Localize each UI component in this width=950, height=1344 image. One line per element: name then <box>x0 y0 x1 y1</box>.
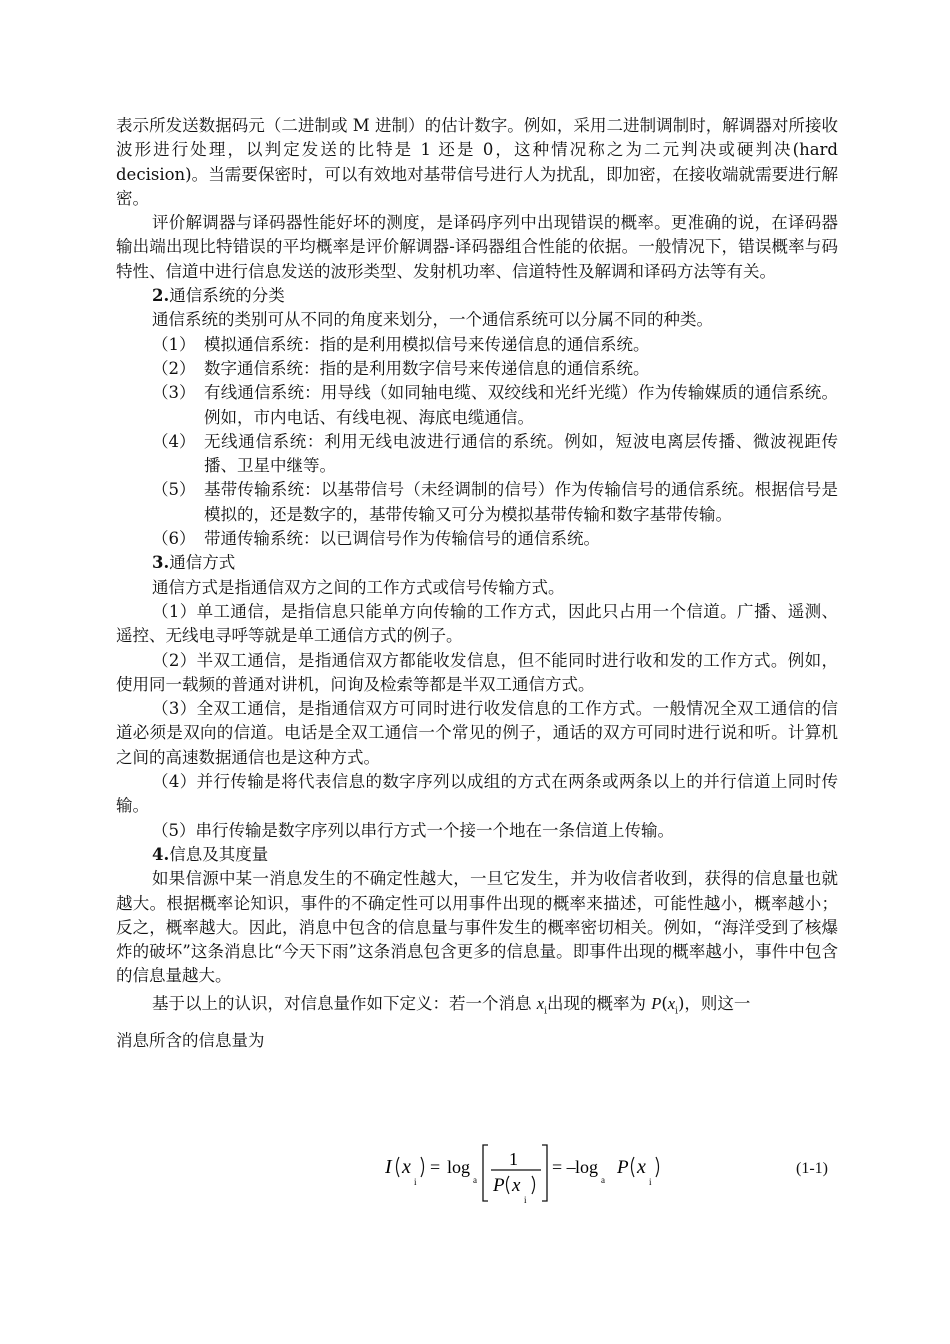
section-3-title: 通信方式 <box>169 553 236 573</box>
formula-paren <box>421 1157 424 1177</box>
formula-bracket-right <box>542 1145 547 1201</box>
section-3-number: 3. <box>152 553 170 573</box>
formula-bracket-left <box>483 1145 488 1201</box>
section-2-intro: 通信系统的类别可从不同的角度来划分，一个通信系统可以分属不同的种类。 <box>152 310 713 330</box>
list-item-text: 有线通信系统：用导线（如同轴电缆、双绞线和光纤光缆）作为传输媒质的通信系统。例如，市内电话、有线电视、海底电缆通信。 <box>204 383 838 427</box>
paragraph-information-measure: 如果信源中某一消息发生的不确定性越大，一旦它发生，并为收信者收到，获得的信息量也就越大。根据概率论知识，事件的不确定性可以用事件出现的概率来描述，可能性越小，概率越小；反之，概率越大。因此，消息中包含的信息量与事件发生的概率密切相关。例如，“海洋受到了核爆炸的破坏”这条消息比“今天下雨”这条消息包含更多的信息量。即事件出现的概率越小，事件中包含的信息量越大。 <box>116 869 838 986</box>
formula-x: x <box>402 1156 411 1178</box>
formula-sub-i: i <box>649 1177 652 1187</box>
subscript-i: i <box>544 1005 547 1016</box>
list-item <box>116 527 838 551</box>
formula-base-a: a <box>601 1175 605 1185</box>
section-4-title: 信息及其度量 <box>169 844 269 864</box>
variable-x: x <box>667 993 676 1013</box>
list-item-number: （3） <box>152 383 196 403</box>
formula-base-a: a <box>473 1175 477 1185</box>
section-2-number: 2. <box>152 286 170 306</box>
section-2-heading <box>116 284 838 308</box>
paragraph-definition <box>116 989 838 1026</box>
definition-text: 出现的概率为 <box>546 993 652 1013</box>
formula-paren <box>507 1176 510 1194</box>
paragraph-full-duplex: （3）全双工通信，是指通信双方可同时进行收发信息的工作方式。一般情况全双工通信的信道必须是双向的信道。电话是全双工通信一个常见的例子，通话的双方可同时进行说和听。计算机之间的高速数据通信也是这种方式。 <box>116 699 838 767</box>
formula-x: x <box>637 1156 646 1178</box>
definition-text: 基于以上的认识，对信息量作如下定义：若一个消息 <box>152 993 537 1013</box>
list-item <box>116 478 838 527</box>
formula-x: x <box>512 1175 521 1196</box>
list-item-text: 模拟通信系统：指的是利用模拟信号来传递信息的通信系统。 <box>204 334 650 354</box>
list-item-text: 数字通信系统：指的是利用数字信号来传递信息的通信系统。 <box>204 358 650 378</box>
section-3-heading <box>116 551 838 575</box>
section-2-title: 通信系统的分类 <box>169 286 285 306</box>
variable-x: x <box>536 993 545 1013</box>
subscript-i: i <box>675 1005 678 1016</box>
formula-P: P <box>617 1157 629 1178</box>
list-item <box>116 430 838 479</box>
definition-text: ，则这一 <box>684 993 751 1013</box>
list-item-text: 基带传输系统：以基带信号（未经调制的信号）作为传输信号的通信系统。根据信号是模拟的，还是数字的，基带传输又可分为模拟基带传输和数字基带传输。 <box>204 480 838 524</box>
formula-numerator: 1 <box>509 1149 518 1169</box>
formula-log: log <box>575 1157 599 1177</box>
paragraph-half-duplex: （2）半双工通信，是指通信双方都能收发信息，但不能同时进行收和发的工作方式。例如，使用同一载频的普通对讲机，问询及检索等都是半双工通信方式。 <box>116 650 838 694</box>
list-item-number: （2） <box>152 358 196 378</box>
list-item <box>116 381 838 430</box>
list-item-number: （1） <box>152 334 196 354</box>
paragraph-serial: （5）串行传输是数字序列以串行方式一个接一个地在一条信道上传输。 <box>152 820 674 840</box>
section-4-number: 4. <box>152 844 170 864</box>
list-item-text: 带通传输系统：以已调信号作为传输信号的通信系统。 <box>204 529 600 549</box>
paragraph-decoding-intro: 表示所发送数据码元（二进制或 M 进制）的估计数字。例如，采用二进制调制时，解调器对所接收波形进行处理，以判定发送的比特是 1 还是 0，这种情况称之为二元判决或硬判决(hard decision)。当需要保密时，可以有效地对基带信号进行人为扰乱，即加密，在接收端就需要进行解密。 <box>116 116 838 208</box>
equation-number: (1-1) <box>796 1160 828 1177</box>
formula-paren <box>397 1157 400 1177</box>
formula-minus: = – <box>552 1157 576 1177</box>
list-item <box>116 333 838 357</box>
document-page <box>116 114 838 1056</box>
list-item-number: （5） <box>152 480 196 500</box>
paragraph-error-probability: 评价解调器与译码器性能好坏的测度，是译码序列中出现错误的概率。更准确的说，在译码器输出端出现比特错误的平均概率是评价解调器-译码器组合性能的依据。一般情况下，错误概率与码特性、信道中进行信息发送的波形类型、发射机功率、信道特性及解调和译码方法等有关。 <box>116 213 838 281</box>
formula-P: P <box>493 1175 505 1196</box>
formula-equals: = <box>430 1157 441 1177</box>
paragraph-simplex: （1）单工通信，是指信息只能单方向传输的工作方式，因此只占用一个信道。广播、遥测、遥控、无线电寻呼等就是单工通信方式的例子。 <box>116 601 838 646</box>
variable-p: P <box>651 993 662 1013</box>
paragraph-parallel: （4）并行传输是将代表信息的数字序列以成组的方式在两条或两条以上的并行信道上同时传输。 <box>116 772 838 816</box>
list-item-text: 无线通信系统：利用无线电波进行通信的系统。例如，短波电离层传播、微波视距传播、卫星中继等。 <box>204 431 838 476</box>
paragraph-definition-cont: 消息所含的信息量为 <box>116 1030 265 1050</box>
formula-paren <box>532 1176 535 1194</box>
formula-paren <box>656 1157 659 1177</box>
section-3-intro: 通信方式是指通信双方之间的工作方式或信号传输方式。 <box>152 577 565 597</box>
formula-log: log <box>447 1157 471 1177</box>
formula-I: I <box>385 1156 392 1178</box>
list-item <box>116 357 838 381</box>
formula-sub-i: i <box>524 1195 527 1205</box>
section-4-heading <box>116 843 838 867</box>
paren: ( <box>661 993 668 1013</box>
formula-sub-i: i <box>414 1177 417 1187</box>
list-item-number: （4） <box>152 431 196 451</box>
information-formula <box>385 1143 845 1205</box>
list-item-number: （6） <box>152 529 196 549</box>
formula-paren <box>632 1157 635 1177</box>
paren: ) <box>677 993 685 1013</box>
